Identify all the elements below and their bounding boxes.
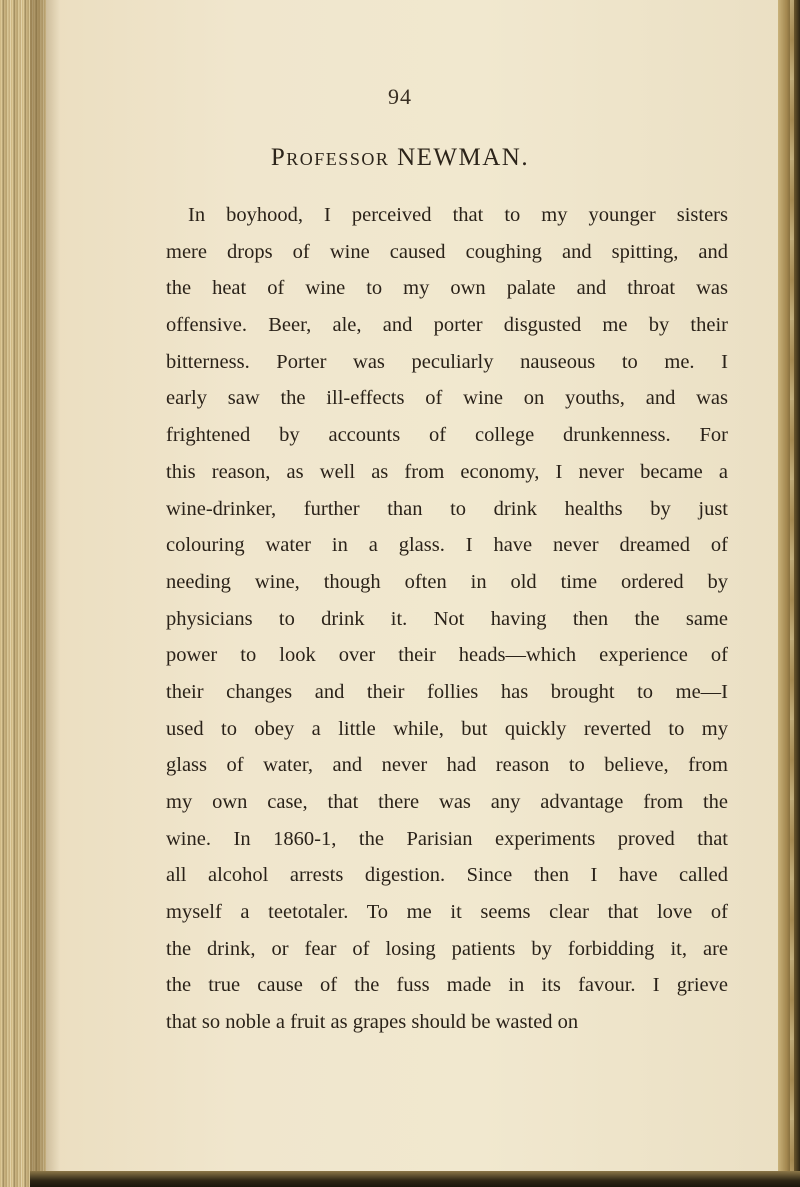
text-line: needing wine, though often in old time ordered by: [166, 570, 728, 593]
text-line: the heat of wine to my own palate and throat was: [166, 277, 728, 300]
text-line: glass of water, and never had reason to believe, from: [166, 754, 728, 777]
text-line: mere drops of wine caused coughing and spitting, and: [166, 240, 728, 263]
right-page-edge: [778, 0, 800, 1187]
text-line: In boyhood, I perceived that to my younger sisters: [188, 204, 728, 226]
text-line: the true cause of the fuss made in its favour. I grieve: [166, 974, 728, 997]
text-line: the drink, or fear of losing patients by forbidding it, are: [166, 937, 728, 960]
gutter-shadow: [30, 0, 60, 1187]
page-title: Professor NEWMAN.: [270, 144, 530, 171]
text-line: my own case, that there was any advantage from the: [166, 791, 728, 813]
text-line: this reason, as well as from economy, I never became a: [166, 460, 728, 483]
bottom-page-edge: [30, 1171, 800, 1187]
text-line: used to obey a little while, but quickly reverted to my: [166, 717, 728, 740]
right-page-edge-highlight: [790, 0, 794, 1187]
text-line: their changes and their follies has brought to me—I: [166, 680, 728, 703]
text-line: bitterness. Porter was peculiarly nauseous to me. I: [166, 350, 728, 373]
text-line: frightened by accounts of college drunkenness. For: [166, 424, 728, 447]
text-line: colouring water in a glass. I have never dreamed of: [166, 534, 728, 557]
page-number: 94: [388, 84, 412, 109]
text-line: wine. In 1860-1, the Parisian experiments proved that: [166, 827, 728, 850]
text-line: power to look over their heads—which experience of: [166, 644, 728, 667]
text-line: all alcohol arrests digestion. Since then I have called: [166, 864, 728, 887]
text-line: early saw the ill-effects of wine on youths, and was: [166, 387, 728, 410]
text-line: wine-drinker, further than to drink healths by just: [166, 497, 728, 520]
text-line: physicians to drink it. Not having then the same: [166, 607, 728, 630]
text-line: offensive. Beer, ale, and porter disgusted me by their: [166, 314, 728, 337]
body-text: [166, 197, 728, 1041]
text-line: myself a teetotaler. To me it seems clear that love of: [166, 901, 728, 924]
text-line: that so noble a fruit as grapes should be wasted on: [166, 1011, 579, 1034]
